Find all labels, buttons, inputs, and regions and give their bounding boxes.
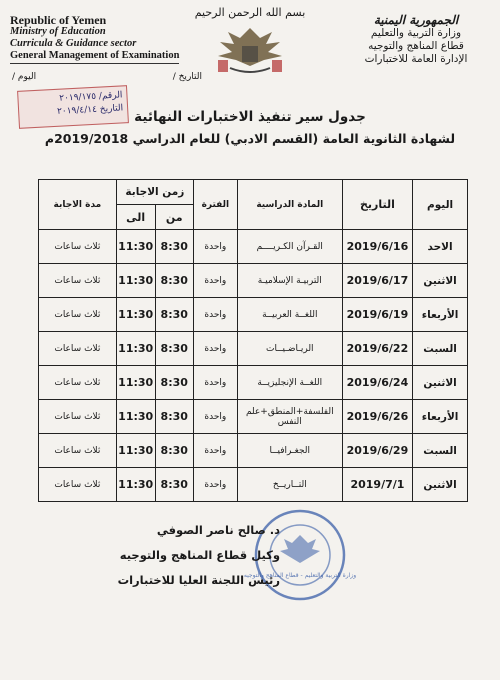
document-title [30,106,470,150]
cell-duration: ثلاث ساعات [39,434,117,468]
cell-subject: التــاريــخ [237,468,342,502]
cell-to: 11:30 [116,400,155,434]
cell-duration: ثلاث ساعات [39,298,117,332]
cell-to: 11:30 [116,434,155,468]
cell-duration: ثلاث ساعات [39,332,117,366]
signatory-name: د. صالح ناصر الصوفي [156,523,280,537]
cell-subject: التربيـة الإسلاميـة [237,264,342,298]
cell-subject: القـرآن الكـريــــم [237,230,342,264]
cell-to: 11:30 [116,366,155,400]
cell-day: الأربعاء [413,400,468,434]
date-label: التاريخ / [172,72,202,82]
yemen-emblem-icon [190,22,310,77]
basmala: بسم الله الرحمن الرحيم [194,6,306,19]
table-row [39,468,468,502]
cell-day: الأربعاء [413,298,468,332]
stamp-number: الرقم/ ٢٠١٩/١٧٥ [59,90,123,104]
cell-subject: اللغــة الإنجليزيــة [237,366,342,400]
letterhead-line: قطاع المناهج والتوجيه [368,40,464,52]
cell-from: 8:30 [155,400,193,434]
cell-date: 2019/7/1 [342,468,412,502]
cell-duration: ثلاث ساعات [39,400,117,434]
cell-from: 8:30 [155,434,193,468]
cell-from: 8:30 [155,230,193,264]
letterhead-line: Republic of Yemen [10,13,107,27]
title-line-1: جدول سير تنفيذ الاختبارات النهائية [134,109,366,125]
cell-subject: الفلسفة+المنطق+علم النفس [237,400,342,434]
table-row [39,298,468,332]
english-letterhead [10,14,179,64]
table-row [39,434,468,468]
letterhead-line: General Management of Examination [10,50,179,64]
cell-from: 8:30 [155,468,193,502]
header-period: الفترة [193,180,237,230]
table-row [39,366,468,400]
cell-date: 2019/6/29 [342,434,412,468]
cell-date: 2019/6/19 [342,298,412,332]
cell-to: 11:30 [116,230,155,264]
letterhead-line: الجمهورية اليمنية [373,13,459,27]
cell-from: 8:30 [155,332,193,366]
cell-period: واحدة [193,434,237,468]
cell-from: 8:30 [155,298,193,332]
table-row [39,400,468,434]
cell-period: واحدة [193,298,237,332]
cell-date: 2019/6/16 [342,230,412,264]
exam-schedule-table [38,179,468,502]
cell-day: الاحد [413,230,468,264]
header-day: اليوم [413,180,468,230]
cell-duration: ثلاث ساعات [39,230,117,264]
cell-day: الاثنين [413,264,468,298]
cell-to: 11:30 [116,264,155,298]
table-row [39,264,468,298]
cell-duration: ثلاث ساعات [39,468,117,502]
cell-subject: الجغـرافيــا [237,434,342,468]
day-label: اليوم / [12,72,37,82]
cell-day: الاثنين [413,468,468,502]
cell-duration: ثلاث ساعات [39,264,117,298]
date-day-line [12,72,202,82]
cell-to: 11:30 [116,468,155,502]
cell-from: 8:30 [155,366,193,400]
cell-date: 2019/6/22 [342,332,412,366]
cell-from: 8:30 [155,264,193,298]
cell-period: واحدة [193,264,237,298]
cell-date: 2019/6/26 [342,400,412,434]
letterhead-line: Ministry of Education [10,26,106,37]
table-row [39,230,468,264]
cell-to: 11:30 [116,298,155,332]
letterhead-line: الإدارة العامة للاختبارات [364,53,468,65]
signature-block [60,518,280,593]
seal-text: وزارة التربية والتعليم - قطاع المناهج والتوجيه [243,572,357,579]
cell-day: السبت [413,332,468,366]
letterhead-line: Curricula & Guidance sector [10,38,137,49]
cell-period: واحدة [193,230,237,264]
header-date: التاريخ [342,180,412,230]
arabic-letterhead [346,14,486,66]
cell-to: 11:30 [116,332,155,366]
cell-day: الاثنين [413,366,468,400]
signatory-title-1: وكيل قطاع المناهج والتوجيه [119,548,280,562]
table-header-row [39,180,468,205]
signatory-title-2: رئيس اللجنة العليا للاختبارات [117,573,280,587]
cell-subject: اللغــة العربيــة [237,298,342,332]
cell-period: واحدة [193,400,237,434]
cell-duration: ثلاث ساعات [39,366,117,400]
header-to: الى [116,205,155,230]
cell-day: السبت [413,434,468,468]
title-line-2: لشهادة الثانوية العامة (القسم الادبي) للعام الدراسي 2019/2018م [44,131,456,146]
stamp-date: التاريخ ٢٠١٩/٤/١٤ [56,103,124,117]
header-duration: مدة الاجابة [39,180,117,230]
cell-period: واحدة [193,366,237,400]
header-answer-time: زمن الاجابة [116,180,193,205]
letterhead-line: وزارة التربية والتعليم [370,27,462,39]
header-subject: المادة الدراسية [237,180,342,230]
cell-date: 2019/6/17 [342,264,412,298]
header-from: من [155,205,193,230]
cell-period: واحدة [193,468,237,502]
cell-date: 2019/6/24 [342,366,412,400]
cell-period: واحدة [193,332,237,366]
table-row [39,332,468,366]
cell-subject: الريـاضـيــات [237,332,342,366]
